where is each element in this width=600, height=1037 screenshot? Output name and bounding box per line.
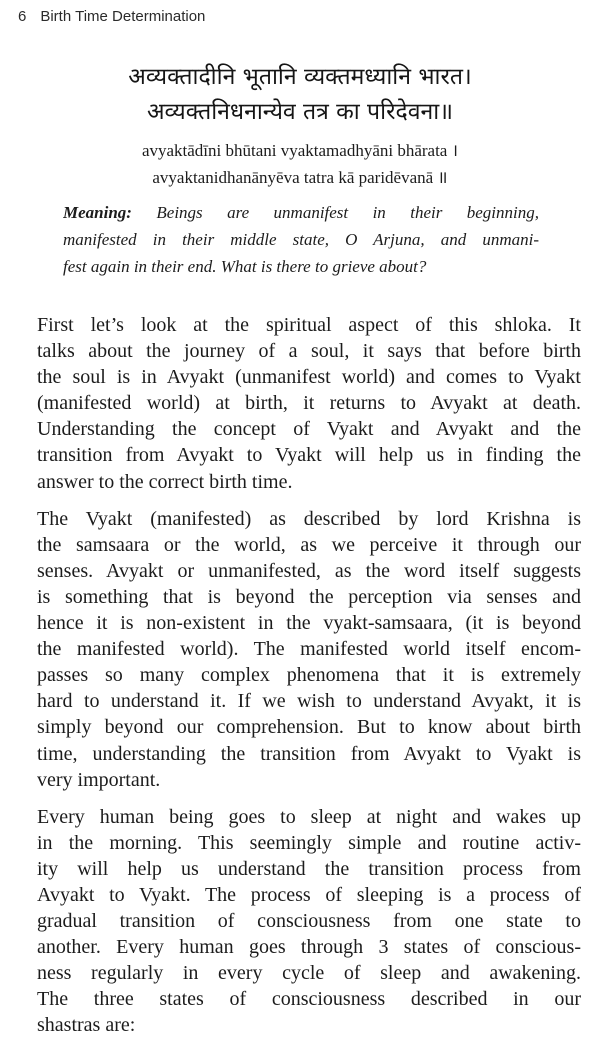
meaning-line-1	[63, 199, 539, 226]
paragraph-line: ness regularly in every cycle of sleep and awakening.	[37, 962, 581, 985]
running-header	[18, 8, 205, 25]
running-title: Birth Time Determination	[40, 8, 206, 25]
paragraph-line: is something that is beyond the perception via senses and	[37, 585, 581, 608]
paragraph-line: passes so many complex phenomena that it is extremely	[37, 664, 581, 687]
paragraph-line: hence it is non-existent in the vyakt-samsaara, (it is beyond	[37, 612, 581, 635]
paragraph-line: in the morning. This seemingly simple and routine activ-	[37, 831, 581, 854]
paragraph-line: shastras are:	[37, 1014, 136, 1037]
verse-meaning	[63, 199, 539, 280]
paragraph-line: very important.	[37, 768, 161, 791]
sanskrit-line-2: अव्यक्तनिधनान्येव तत्र का परिदेवना॥	[146, 99, 453, 125]
page-number: 6	[18, 8, 27, 25]
paragraph-line: hard to understand it. If we wish to understand Avyakt, it is	[37, 690, 581, 713]
body-text	[37, 312, 581, 1037]
meaning-label: Meaning:	[63, 203, 132, 222]
paragraph-line: time, understanding the transition from Avyakt to Vyakt is	[37, 742, 581, 765]
paragraph-line: the manifested world). The manifested world itself encom-	[37, 638, 581, 661]
paragraph-line: another. Every human goes through 3 states of conscious-	[37, 936, 581, 959]
transliteration	[0, 137, 600, 191]
meaning-line-3: fest again in their end. What is there to grieve about?	[63, 257, 427, 276]
paragraph-line: gradual transition of consciousness from one state to	[37, 910, 581, 933]
paragraph-line: answer to the correct birth time.	[37, 470, 293, 493]
paragraph-line: simply beyond our comprehension. But to know about birth	[37, 716, 581, 739]
paragraph-3	[37, 804, 581, 1037]
meaning-line-2: manifested in their middle state, O Arjuna, and unmani-	[63, 230, 539, 249]
paragraph-1	[37, 312, 581, 495]
paragraph-line: Avyakt to Vyakt. The process of sleeping is a process of	[37, 883, 581, 906]
paragraph-line: First let’s look at the spiritual aspect of this shloka. It	[37, 314, 581, 336]
paragraph-line: The three states of consciousness described in our	[37, 988, 581, 1011]
paragraph-2	[37, 506, 581, 793]
paragraph-line: ity will help us understand the transition process from	[37, 857, 581, 880]
paragraph-line: talks about the journey of a soul, it says that before birth	[37, 340, 581, 363]
paragraph-line: senses. Avyakt or unmanifested, as the word itself suggests	[37, 559, 581, 582]
paragraph-line: (manifested world) at birth, it returns to Avyakt at death.	[37, 392, 581, 415]
paragraph-line: transition from Avyakt to Vyakt will help us in finding the	[37, 444, 581, 467]
sanskrit-verse	[0, 60, 600, 130]
paragraph-line: The Vyakt (manifested) as described by lord Krishna is	[37, 507, 581, 530]
sanskrit-line-1: अव्यक्तादीनि भूतानि व्यक्तमध्यानि भारत।	[128, 64, 472, 90]
paragraph-line: the soul is in Avyakt (unmanifest world) and comes to Vyakt	[37, 366, 581, 389]
meaning-line-1-text: Beings are unmanifest in their beginning,	[131, 203, 539, 222]
paragraph-line: Every human being goes to sleep at night and wakes up	[37, 805, 581, 828]
paragraph-line: the samsaara or the world, as we perceive it through our	[37, 533, 581, 556]
transliteration-line-2: avyaktanidhanānyēva tatra kā paridēvanā ॥	[152, 168, 448, 187]
paragraph-line: Understanding the concept of Vyakt and Avyakt and the	[37, 418, 581, 441]
transliteration-line-1: avyaktādīni bhūtani vyaktamadhyāni bhārata ।	[141, 141, 459, 160]
